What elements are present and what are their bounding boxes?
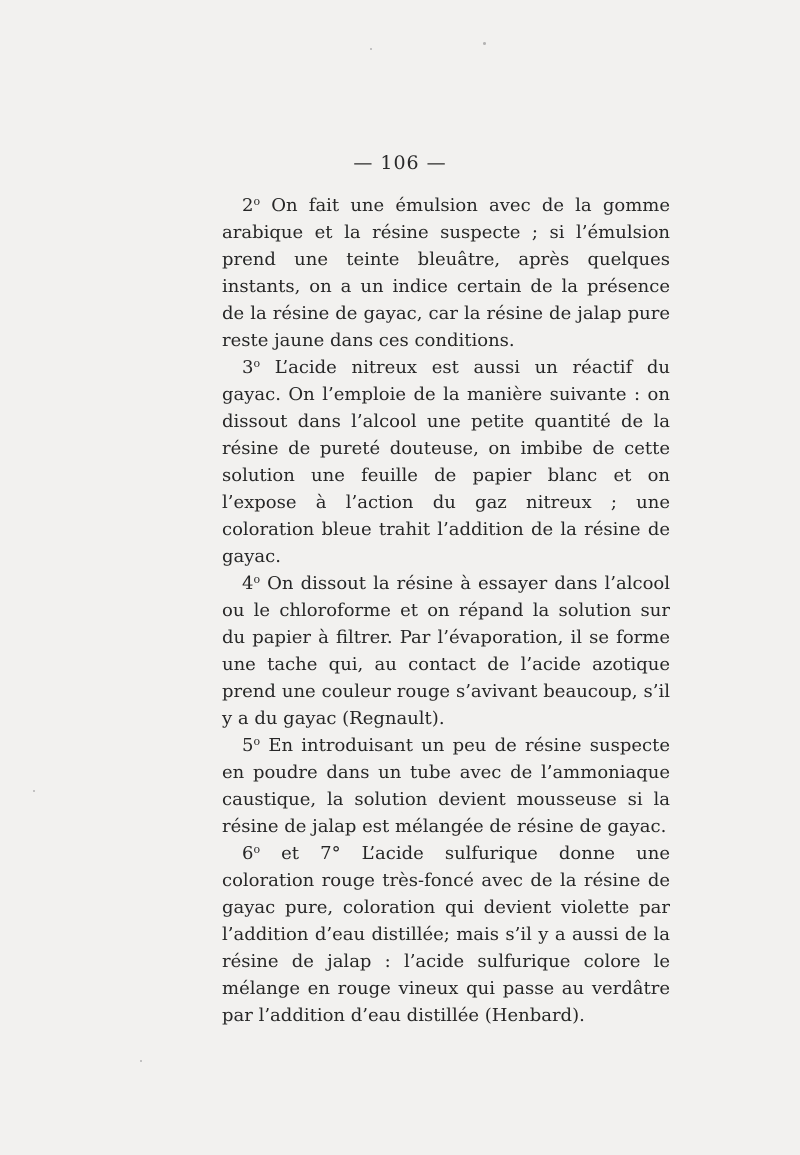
paragraph-number: 4 — [242, 573, 254, 594]
paragraph-4 — [222, 570, 670, 732]
paragraph-number: 6 — [242, 843, 254, 864]
ordinal-mark: o — [253, 573, 261, 586]
paragraph-text: On dissout la résine à essayer dans l’alcool ou le chloroforme et on répand la solution sur du papier à filtrer. Par l’évaporation, il se forme une tache qui, au contact de l’acide azotique prend une couleur rouge s’avivant beaucoup, s’il y a du gayac (Regnault). — [222, 573, 670, 729]
paragraph-6-7 — [222, 840, 670, 1029]
ordinal-mark: o — [253, 195, 261, 208]
ordinal-mark: o — [253, 357, 261, 370]
paragraph-number: 3 — [242, 357, 254, 378]
paper-speck — [483, 42, 486, 45]
page-number: — 106 — — [353, 152, 447, 174]
paragraph-text: et 7° L’acide sulfurique donne une coloration rouge très-foncé avec de la résine de gayac pure, coloration qui devient violette par l’addition d’eau distillée; mais s’il y a aussi de la résine de jalap : l’acide sulfurique colore le mélange en rouge vineux qui passe au verdâtre par l’addition d’eau distillée (Henbard). — [222, 843, 670, 1026]
ordinal-mark: o — [253, 843, 261, 856]
paragraph-text: On fait une émulsion avec de la gomme arabique et la résine suspecte ; si l’émulsion prend une teinte bleuâtre, après quelques instants, on a un indice certain de la présence de la résine de gayac, car la résine de jalap pure reste jaune dans ces conditions. — [222, 195, 670, 351]
paragraph-3 — [222, 354, 670, 570]
paper-speck — [370, 48, 372, 50]
paragraph-text: En introduisant un peu de résine suspecte en poudre dans un tube avec de l’ammoniaque caustique, la solution devient mousseuse si la résine de jalap est mélangée de résine de gayac. — [222, 735, 670, 837]
paragraph-2 — [222, 192, 670, 354]
paper-speck — [140, 1060, 142, 1062]
paragraph-number: 5 — [242, 735, 254, 756]
paragraph-5 — [222, 732, 670, 840]
paragraph-number: 2 — [242, 195, 254, 216]
body-text — [222, 192, 670, 1029]
paper-speck — [33, 790, 35, 792]
paragraph-text: L’acide nitreux est aussi un réactif du gayac. On l’emploie de la manière suivante : on dissout dans l’alcool une petite quantité de la résine de pureté douteuse, on imbibe de cette solution une feuille de papier blanc et on l’expose à l’action du gaz nitreux ; une coloration bleue trahit l’addition de la résine de gayac. — [222, 357, 670, 567]
ordinal-mark: o — [253, 735, 261, 748]
